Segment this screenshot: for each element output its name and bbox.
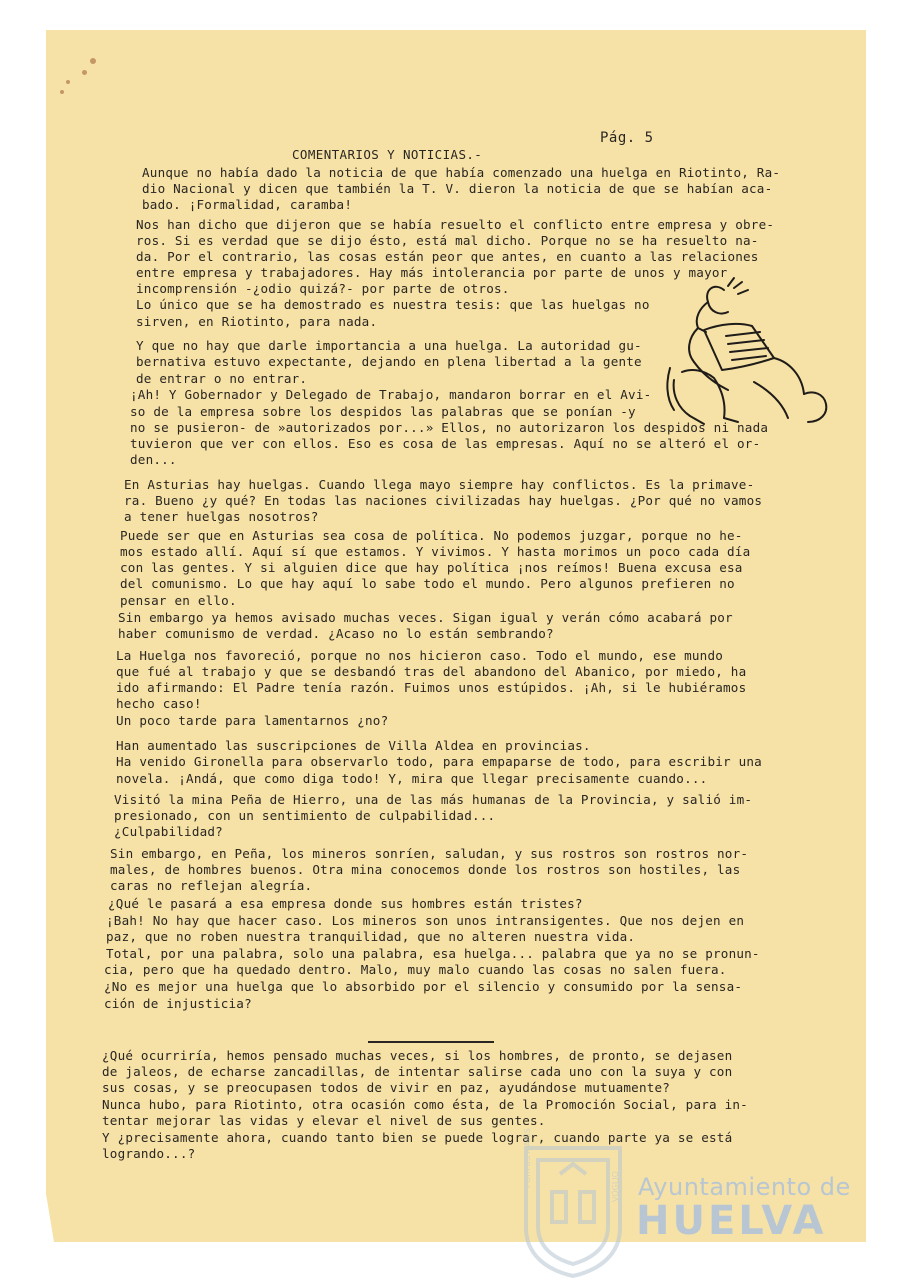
text-line: que fué al trabajo y que se desbandó tras del abandono del Abanico, por miedo, ha xyxy=(116,664,747,679)
text-line: da. Por el contrario, las cosas están peor que antes, en cuanto a las relaciones xyxy=(136,249,759,264)
text-line: Sin embargo, en Peña, los mineros sonríen, saludan, y sus rostros son rostros nor- xyxy=(110,846,749,861)
text-line: sus cosas, y se preocupasen todos de vivir en paz, ayudándose mutuamente? xyxy=(102,1080,671,1095)
text-line: ¿Culpabilidad? xyxy=(114,824,223,839)
text-line: Sin embargo ya hemos avisado muchas veces. Sigan igual y verán cómo acabará por xyxy=(118,610,733,625)
text-line: paz, que no roben nuestra tranquilidad, que no alteren nuestra vida. xyxy=(106,929,636,944)
text-line: a tener huelgas nosotros? xyxy=(124,509,319,524)
page-number: Pág. 5 xyxy=(600,130,654,146)
text-line: Aunque no había dado la noticia de que había comenzado una huelga en Riotinto, Ra- xyxy=(142,165,781,180)
text-line: mos estado allí. Aquí sí que estamos. Y vivimos. Y hasta morimos un poco cada día xyxy=(120,544,751,559)
text-line: hecho caso! xyxy=(116,696,202,711)
text-line: entre empresa y trabajadores. Hay más intolerancia por parte de unos y mayor xyxy=(136,265,728,280)
text-line: dio Nacional y dicen que también la T. V. dieron la noticia de que se habían aca- xyxy=(142,181,773,196)
text-line: La Huelga nos favoreció, porque no nos hicieron caso. Todo el mundo, ese mundo xyxy=(116,648,724,663)
text-line: bado. ¡Formalidad, caramba! xyxy=(142,197,353,212)
text-line: ción de injusticia? xyxy=(104,996,252,1011)
text-line: cia, pero que ha quedado dentro. Malo, muy malo cuando las cosas no salen fuera. xyxy=(104,962,727,977)
text-line: incomprensión -¿odio quizá?- por parte de otros. xyxy=(136,281,510,296)
text-line: Lo único que se ha demostrado es nuestra tesis: que las huelgas no xyxy=(136,297,650,312)
text-line: sirven, en Riotinto, para nada. xyxy=(136,314,378,329)
section-divider xyxy=(368,1041,494,1043)
text-line: ¿Qué le pasará a esa empresa donde sus hombres están tristes? xyxy=(108,896,583,911)
text-line: con las gentes. Y si alguien dice que hay política ¡nos reímos! Buena excusa esa xyxy=(120,560,743,575)
text-line: so de la empresa sobre los despidos las palabras que se ponían -y xyxy=(130,404,636,419)
text-line: presionado, con un sentimiento de culpabilidad... xyxy=(114,808,496,823)
text-line: Puede ser que en Asturias sea cosa de política. No podemos juzgar, porque no he- xyxy=(120,528,743,543)
text-line: Un poco tarde para lamentarnos ¿no? xyxy=(116,713,389,728)
text-line: caras no reflejan alegría. xyxy=(110,878,313,893)
text-line: Y ¿precisamente ahora, cuando tanto bien se puede lograr, cuando parte ya se está xyxy=(102,1130,733,1145)
text-line: ros. Si es verdad que se dijo ésto, está mal dicho. Porque no se ha resuelto na- xyxy=(136,233,759,248)
text-line: no se pusieron- de »autorizados por...» Ellos, no autorizaron los despidos ni nada xyxy=(130,420,769,435)
text-line: Ha venido Gironella para observarlo todo, para empaparse de todo, para escribir una xyxy=(116,754,762,769)
cartoon-man-reading-newspaper-illustration xyxy=(664,272,836,432)
text-line: den... xyxy=(130,452,177,467)
text-line: de jaleos, de echarse zancadillas, de intentar salirse cada uno con la suya y con xyxy=(102,1064,733,1079)
rust-stain xyxy=(60,90,64,94)
text-line: Nos han dicho que dijeron que se había resuelto el conflicto entre empresa y obre- xyxy=(136,217,775,232)
rust-stain xyxy=(82,70,87,75)
text-line: males, de hombres buenos. Otra mina conocemos donde los rostros son hostiles, las xyxy=(110,862,741,877)
watermark-line-2: HUELVA xyxy=(636,1198,827,1244)
text-line: ¿No es mejor una huelga que lo absorbido por el silencio y consumido por la sensa- xyxy=(104,979,743,994)
watermark-line-1: Ayuntamiento de xyxy=(638,1173,851,1201)
text-line: ¡Bah! No hay que hacer caso. Los mineros son unos intransigentes. Que nos dejen en xyxy=(106,913,745,928)
text-line: pensar en ello. xyxy=(120,593,237,608)
text-line: Visitó la mina Peña de Hierro, una de las más humanas de la Provincia, y salió im- xyxy=(114,792,753,807)
text-line: ¡Ah! Y Gobernador y Delegado de Trabajo, mandaron borrar en el Avi- xyxy=(130,387,652,402)
text-line: tuvieron que ver con ellos. Eso es cosa de las empresas. Aquí no se alteró el or- xyxy=(130,436,761,451)
text-line: Han aumentado las suscripciones de Villa Aldea en provincias. xyxy=(116,738,591,753)
text-line: ido afirmando: El Padre tenía razón. Fuimos unos estúpidos. ¡Ah, si le hubiéramos xyxy=(116,680,747,695)
text-line: Total, por una palabra, solo una palabra, esa huelga... palabra que ya no se pronun- xyxy=(106,946,760,961)
text-line: Nunca hubo, para Riotinto, otra ocasión como ésta, de la Promoción Social, para in- xyxy=(102,1097,748,1112)
text-line: ¿Qué ocurriría, hemos pensado muchas veces, si los hombres, de pronto, se dejasen xyxy=(102,1048,733,1063)
text-line: haber comunismo de verdad. ¿Acaso no lo están sembrando? xyxy=(118,626,554,641)
seal-text-left: PORTUS MARIS xyxy=(523,1128,532,1188)
text-line: novela. ¡Andá, que como diga todo! Y, mira que llegar precisamente cuando... xyxy=(116,771,708,786)
rust-stain xyxy=(66,80,70,84)
seal-text-right: VOGLIO xyxy=(611,1171,620,1202)
rust-stain xyxy=(90,58,96,64)
section-heading: COMENTARIOS Y NOTICIAS.- xyxy=(292,147,483,162)
text-line: tentar mejorar las vidas y elevar el nivel de sus gentes. xyxy=(102,1113,546,1128)
text-line: Y que no hay que darle importancia a una huelga. La autoridad gu- xyxy=(136,338,642,353)
text-line: del comunismo. Lo que hay aquí lo sabe todo el mundo. Pero algunos prefieren no xyxy=(120,576,735,591)
text-line: logrando...? xyxy=(102,1146,196,1161)
text-line: En Asturias hay huelgas. Cuando llega mayo siempre hay conflictos. Es la primave- xyxy=(124,477,755,492)
text-line: bernativa estuvo expectante, dejando en plena libertad a la gente xyxy=(136,354,642,369)
text-line: ra. Bueno ¿y qué? En todas las naciones civilizadas hay huelgas. ¿Por qué no vamos xyxy=(124,493,763,508)
text-line: de entrar o no entrar. xyxy=(136,371,308,386)
